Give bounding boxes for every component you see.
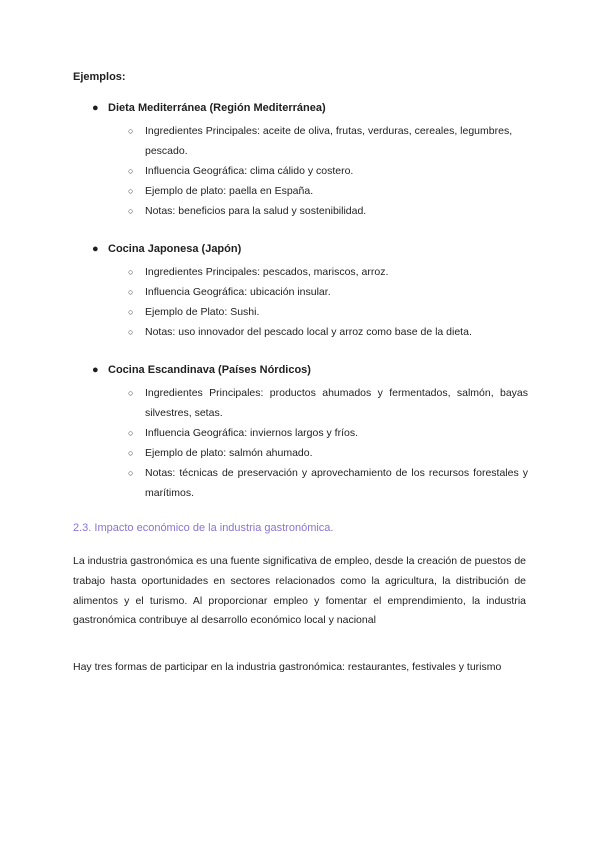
list-item: [128, 443, 528, 463]
list-item-text: Ejemplo de plato: salmón ahumado.: [145, 447, 313, 459]
list-item-text: Ejemplo de plato: paella en España.: [145, 185, 314, 197]
list-item-text: Ingredientes Principales: productos ahumados y fermentados, salmón, bayas silvestres, setas.: [145, 387, 528, 419]
list-item: [128, 121, 528, 161]
examples-heading: Ejemplos:: [73, 71, 126, 83]
list-item-text: Influencia Geográfica: ubicación insular.: [145, 286, 331, 298]
list-item-text: Notas: beneficios para la salud y sostenibilidad.: [145, 205, 367, 217]
list-item: [128, 282, 528, 302]
group-title-text: Dieta Mediterránea (Región Mediterránea): [108, 102, 326, 114]
group-title-japanese: [92, 243, 241, 255]
section-title: 2.3. Impacto económico de la industria gastronómica.: [73, 522, 334, 534]
circle-bullet-icon: ○: [128, 186, 134, 196]
list-item: [128, 161, 528, 181]
list-item: [128, 262, 528, 282]
circle-bullet-icon: ○: [128, 327, 134, 337]
group-title-text: Cocina Japonesa (Japón): [108, 243, 242, 255]
circle-bullet-icon: ○: [128, 287, 134, 297]
list-item-text: Ejemplo de Plato: Sushi.: [145, 306, 260, 318]
circle-bullet-icon: ○: [128, 307, 134, 317]
circle-bullet-icon: ○: [128, 166, 134, 176]
group-title-text: Cocina Escandinava (Países Nórdicos): [108, 364, 311, 376]
list-item: [128, 181, 528, 201]
list-item: [128, 322, 528, 342]
list-item: [128, 463, 528, 503]
bullet-icon: ●: [92, 243, 99, 255]
list-item: [128, 423, 528, 443]
list-item-text: Notas: técnicas de preservación y aprovechamiento de los recursos forestales y marítimos.: [145, 467, 528, 499]
circle-bullet-icon: ○: [128, 126, 134, 136]
list-item: [128, 383, 528, 423]
list-item: [128, 201, 528, 221]
list-item-text: Influencia Geográfica: inviernos largos y fríos.: [145, 427, 359, 439]
circle-bullet-icon: ○: [128, 428, 134, 438]
bullet-icon: ●: [92, 102, 99, 114]
group-title-mediterranean: [92, 102, 326, 114]
circle-bullet-icon: ○: [128, 206, 134, 216]
list-item-text: Ingredientes Principales: pescados, mariscos, arroz.: [145, 266, 389, 278]
list-item-text: Influencia Geográfica: clima cálido y costero.: [145, 165, 354, 177]
list-item-text: Ingredientes Principales: aceite de oliva, frutas, verduras, cereales, legumbres, pescado.: [145, 125, 513, 157]
circle-bullet-icon: ○: [128, 468, 134, 478]
body-paragraph: La industria gastronómica es una fuente significativa de empleo, desde la creación de puestos de trabajo hasta oportunidades en sectores relacionados como la agricultura, la distribución de alimentos y el turismo. Al proporcionar empleo y fomentar el emprendimiento, la industria gastronómica contribuye al desarrollo económico local y nacional: [73, 555, 526, 627]
circle-bullet-icon: ○: [128, 448, 134, 458]
circle-bullet-icon: ○: [128, 388, 134, 398]
list-item: [128, 302, 528, 322]
bullet-icon: ●: [92, 364, 99, 376]
group-title-scandinavian: [92, 364, 311, 376]
list-item-text: Notas: uso innovador del pescado local y arroz como base de la dieta.: [145, 326, 472, 338]
circle-bullet-icon: ○: [128, 267, 134, 277]
body-paragraph: Hay tres formas de participar en la industria gastronómica: restaurantes, festivales y turismo: [73, 661, 502, 673]
